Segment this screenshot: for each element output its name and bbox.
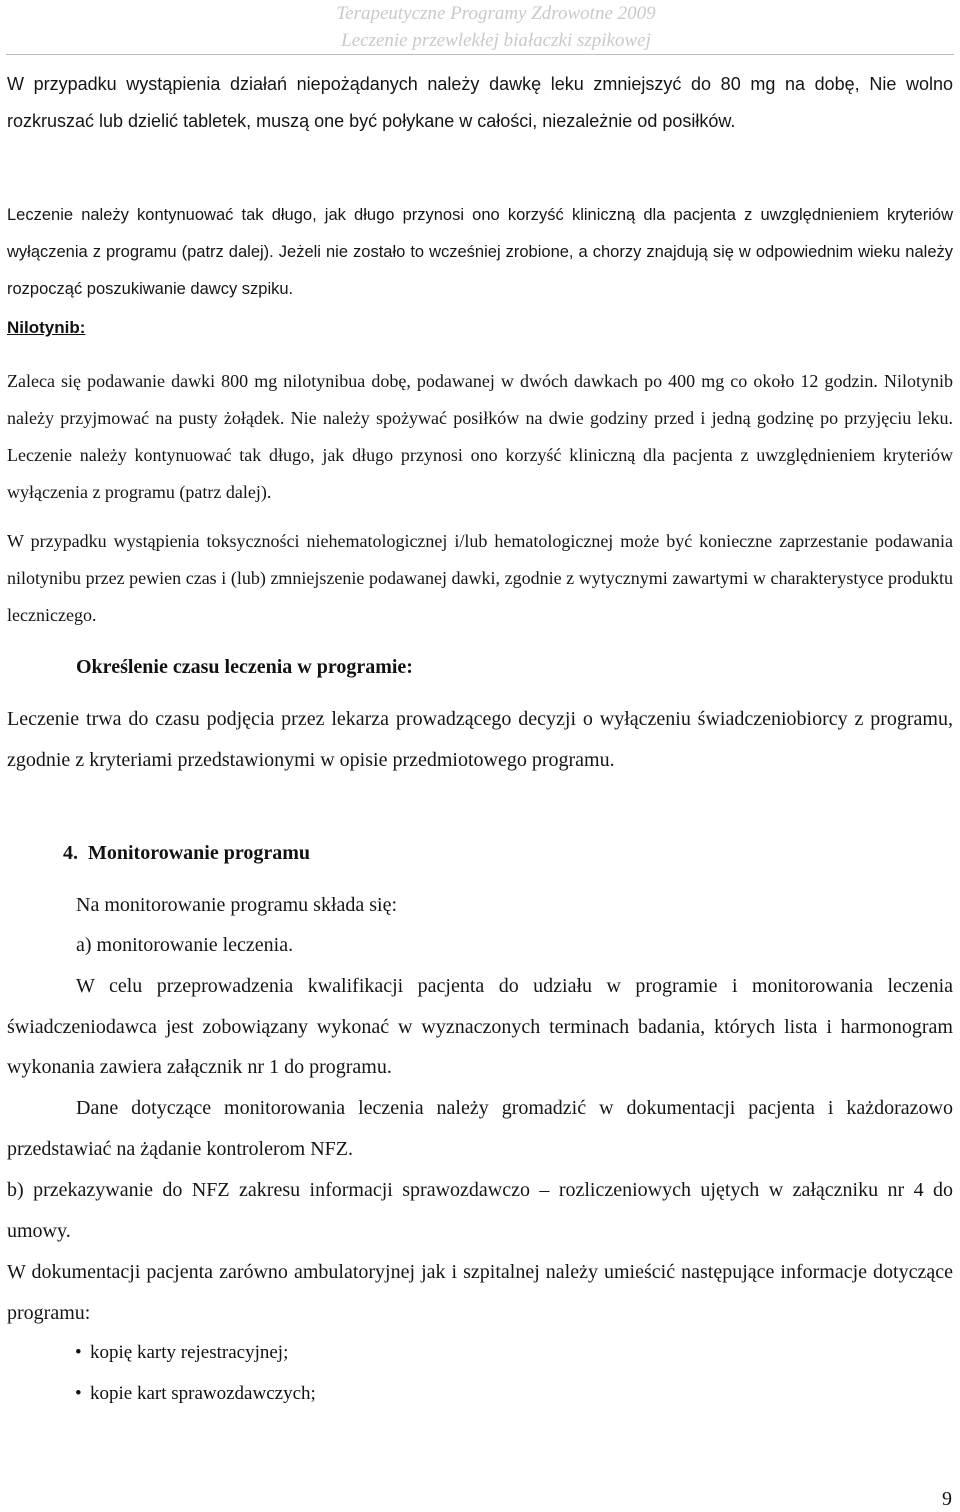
paragraph-donor-search-text: Jeżeli nie zostało to wcześniej zrobione, a chorzy znajdują się w odpowiednim wieku należy rozpocząć poszukiwanie dawcy szpiku. [7,243,953,298]
section-title: Monitorowanie programu [88,842,311,864]
bullet-item [75,1340,288,1366]
paragraph-nilotynib-dosing: Zaleca się podawanie dawki 800 mg nilotynibua dobę, podawanej w dwóch dawkach po 400 mg co około 12 godzin. Nilotynib należy przyjmować na pusty żołądek. Nie należy spożywać posiłków na dwie godziny przed i jedną godzinę po przyjęciu leku. Leczenie należy kontynuować tak długo, jak długo przynosi ono korzyść kliniczną dla pacjenta z uwzględnieniem kryteriów wyłączenia z programu (patrz dalej). [7,371,953,502]
paragraph-treatment-continuation [7,197,953,308]
paragraph-dose-reduction: W przypadku wystąpienia działań niepożądanych należy dawkę leku zmniejszyć do 80 mg na dobę, Nie wolno rozkruszać lub dzielić tabletek, muszą one być połykane w całości, niezależnie od posiłków. [7,74,953,131]
treatment-duration-heading: Określenie czasu leczenia w programie: [76,656,413,678]
paragraph-documentation: W dokumentacji pacjenta zarówno ambulatoryjnej jak i szpitalnej należy umieścić następujące informacje dotyczące programu: [7,1261,953,1324]
paragraph-data-collection: Dane dotyczące monitorowania leczenia należy gromadzić w dokumentacji pacjenta i każdorazowo przedstawiać na żądanie kontrolerom NFZ. [7,1097,953,1160]
section-number: 4. [63,842,78,864]
paragraph-monitoring-b: b) przekazywanie do NFZ zakresu informacji sprawozdawczo – rozliczeniowych ujętych w załączniku nr 4 do umowy. [7,1179,953,1242]
paragraph-monitoring-intro: Na monitorowanie programu składa się: [76,894,398,916]
paragraph-monitoring-a: a) monitorowanie leczenia. [76,934,294,956]
paragraph-treatment-duration: Leczenie trwa do czasu podjęcia przez lekarza prowadzącego decyzji o wyłączeniu świadczeniobiorcy z programu, zgodnie z kryteriami przedstawionymi w opisie przedmiotowego programu. [7,708,953,771]
paragraph-continuation-text: Leczenie należy kontynuować tak długo, jak długo przynosi ono korzyść kliniczną dla pacjenta z uwzględnieniem kryteriów wyłączenia z programu (patrz dalej). [7,206,953,261]
bullet-icon: • [75,1383,82,1404]
bullet-text: kopię karty rejestracyjnej; [90,1342,289,1363]
header-program-title: Terapeutyczne Programy Zdrowotne 2009 [336,3,656,24]
section-4-heading [63,838,310,868]
paragraph-qualification: W celu przeprowadzenia kwalifikacji pacjenta do udziału w programie i monitorowania leczenia świadczeniodawca jest zobowiązany wykonać w wyznaczonych terminach badania, których lista i harmonogram wykonania zawiera załącznik nr 1 do programu. [7,975,953,1078]
bullet-icon: • [75,1342,82,1363]
header-divider [6,54,954,55]
page-number: 9 [942,1488,952,1510]
paragraph-toxicity: W przypadku wystąpienia toksyczności niehematologicznej i/lub hematologicznej może być konieczne zaprzestanie podawania nilotynibu przez pewien czas i (lub) zmniejszenie podawanej dawki, zgodnie z wytycznymi zawartymi w charakterystyce produktu leczniczego. [7,531,953,625]
bullet-text: kopie kart sprawozdawczych; [90,1383,316,1404]
page-header [0,0,952,54]
nilotynib-heading: Nilotynib: [7,318,86,337]
bullet-item [75,1381,316,1407]
header-subtitle: Leczenie przewlekłej białaczki szpikowej [341,30,651,51]
